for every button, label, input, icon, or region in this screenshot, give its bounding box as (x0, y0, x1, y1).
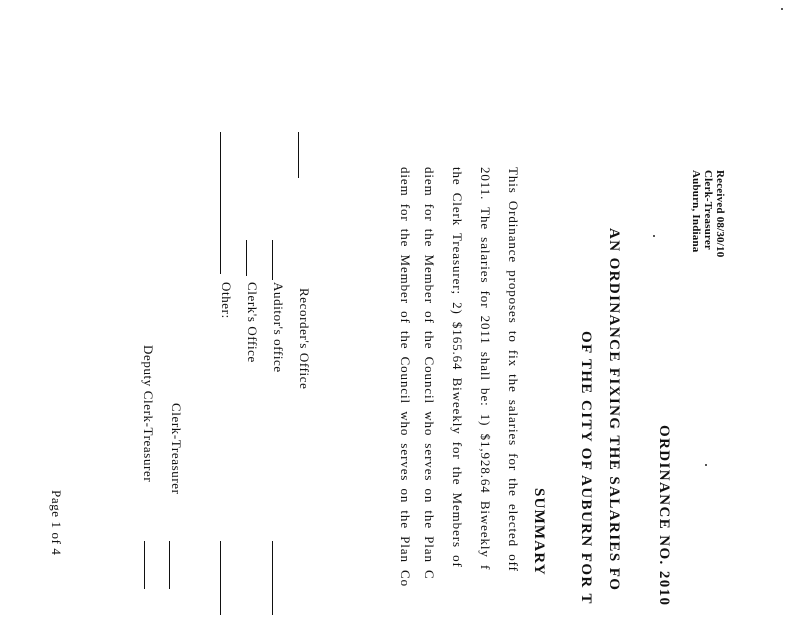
distribution-auditor: Auditor's office (271, 282, 286, 373)
recorder-blank-line (298, 132, 299, 178)
summary-line-5: diem for the Member of the Council who serves on the Plan Co (398, 167, 413, 587)
deputy-signature-line (144, 541, 145, 589)
ordinance-title-line-1: AN ORDINANCE FIXING THE SALARIES FO (606, 228, 622, 592)
signature-clerk-treasurer: Clerk-Treasurer (169, 403, 184, 495)
distribution-right-line-2 (220, 541, 221, 615)
clerk-treasurer-signature-line (169, 541, 170, 589)
page-number: Page 1 of 4 (49, 490, 64, 556)
summary-line-1: This Ordinance proposes to fix the salaries for the elected off (506, 167, 521, 572)
scan-speck (653, 235, 655, 237)
distribution-clerk: Clerk's Office (245, 282, 260, 363)
distribution-other: Other: (219, 282, 234, 319)
scan-speck (781, 8, 783, 10)
summary-heading: SUMMARY (531, 488, 547, 576)
distribution-recorder: Recorder's Office (297, 288, 312, 390)
signature-deputy-clerk-treasurer: Deputy Clerk-Treasurer (141, 345, 156, 483)
received-line-1: Received 08/30/10 (714, 170, 726, 258)
summary-line-3: the Clerk Treasurer; 2) $165.64 Biweekly for the Members of (450, 167, 465, 568)
summary-line-4: diem for the Member of the Council who serves on the Plan C (422, 167, 437, 580)
scan-speck (705, 464, 707, 466)
other-blank-line (220, 132, 221, 274)
clerk-blank-line (246, 240, 247, 276)
summary-line-2: 2011. The salaries for 2011 shall be: 1) $1,928.64 Biweekly f (478, 167, 493, 571)
received-line-2: Clerk-Treasurer (702, 170, 714, 250)
distribution-right-line-1 (272, 541, 273, 615)
ordinance-title-line-2: OF THE CITY OF AUBURN FOR T (578, 331, 594, 605)
auditor-blank-line (272, 240, 273, 280)
ordinance-number: ORDINANCE NO. 2010 (656, 425, 672, 607)
received-line-3: Auburn, Indiana (690, 170, 702, 253)
